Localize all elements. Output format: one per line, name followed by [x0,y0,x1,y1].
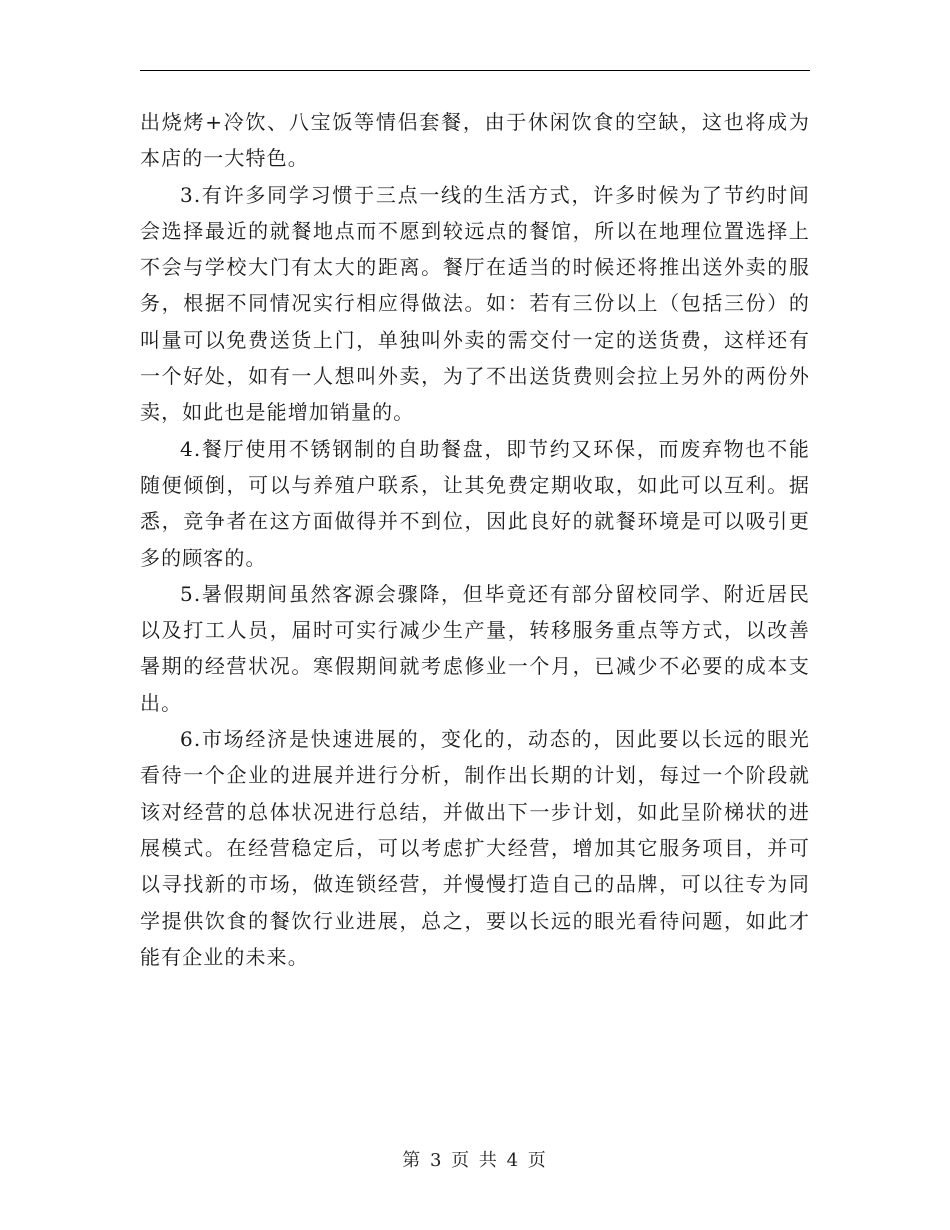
paragraph-item-4: 4.餐厅使用不锈钢制的自助餐盘，即节约又环保，而废弃物也不能随便倾倒，可以与养殖户联系，让其免费定期收取，如此可以互利。据悉，竞争者在这方面做得并不到位，因此良好的就餐环境是可以吸引更多的顾客的。 [140,436,810,570]
paragraph-continuation: 出烧烤+冷饮、八宝饭等情侣套餐，由于休闲饮食的空缺，这也将成为本店的一大特色。 [140,110,810,171]
page-number-label: 第 3 页 共 4 页 [402,1150,548,1171]
document-body [140,104,810,975]
paragraph-item-5: 5.暑假期间虽然客源会骤降，但毕竟还有部分留校同学、附近居民以及打工人员，届时可实行减少生产量，转移服务重点等方式，以改善暑期的经营状况。寒假期间就考虑修业一个月，已减少不必要的成本支出。 [140,581,810,715]
paragraph-item-3: 3.有许多同学习惯于三点一线的生活方式，许多时候为了节约时间会选择最近的就餐地点而不愿到较远点的餐馆，所以在地理位置选择上不会与学校大门有太大的距离。餐厅在适当的时候还将推出送外卖的服务，根据不同情况实行相应得做法。如：若有三份以上（包括三份）的叫量可以免费送货上门，单独叫外卖的需交付一定的送货费，这样还有一个好处，如有一人想叫外卖，为了不出送货费则会拉上另外的两份外卖，如此也是能增加销量的。 [140,182,810,425]
header-rule [140,70,810,71]
paragraph-item-6: 6.市场经济是快速进展的，变化的，动态的，因此要以长远的眼光看待一个企业的进展并进行分析，制作出长期的计划，每过一个阶段就该对经营的总体状况进行总结，并做出下一步计划，如此呈阶梯状的进展模式。在经营稳定后，可以考虑扩大经营，增加其它服务项目，并可以寻找新的市场，做连锁经营，并慢慢打造自己的品牌，可以往专为同学提供饮食的餐饮行业进展，总之，要以长远的眼光看待问题，如此才能有企业的未来。 [140,727,810,969]
page-footer [0,1146,950,1172]
